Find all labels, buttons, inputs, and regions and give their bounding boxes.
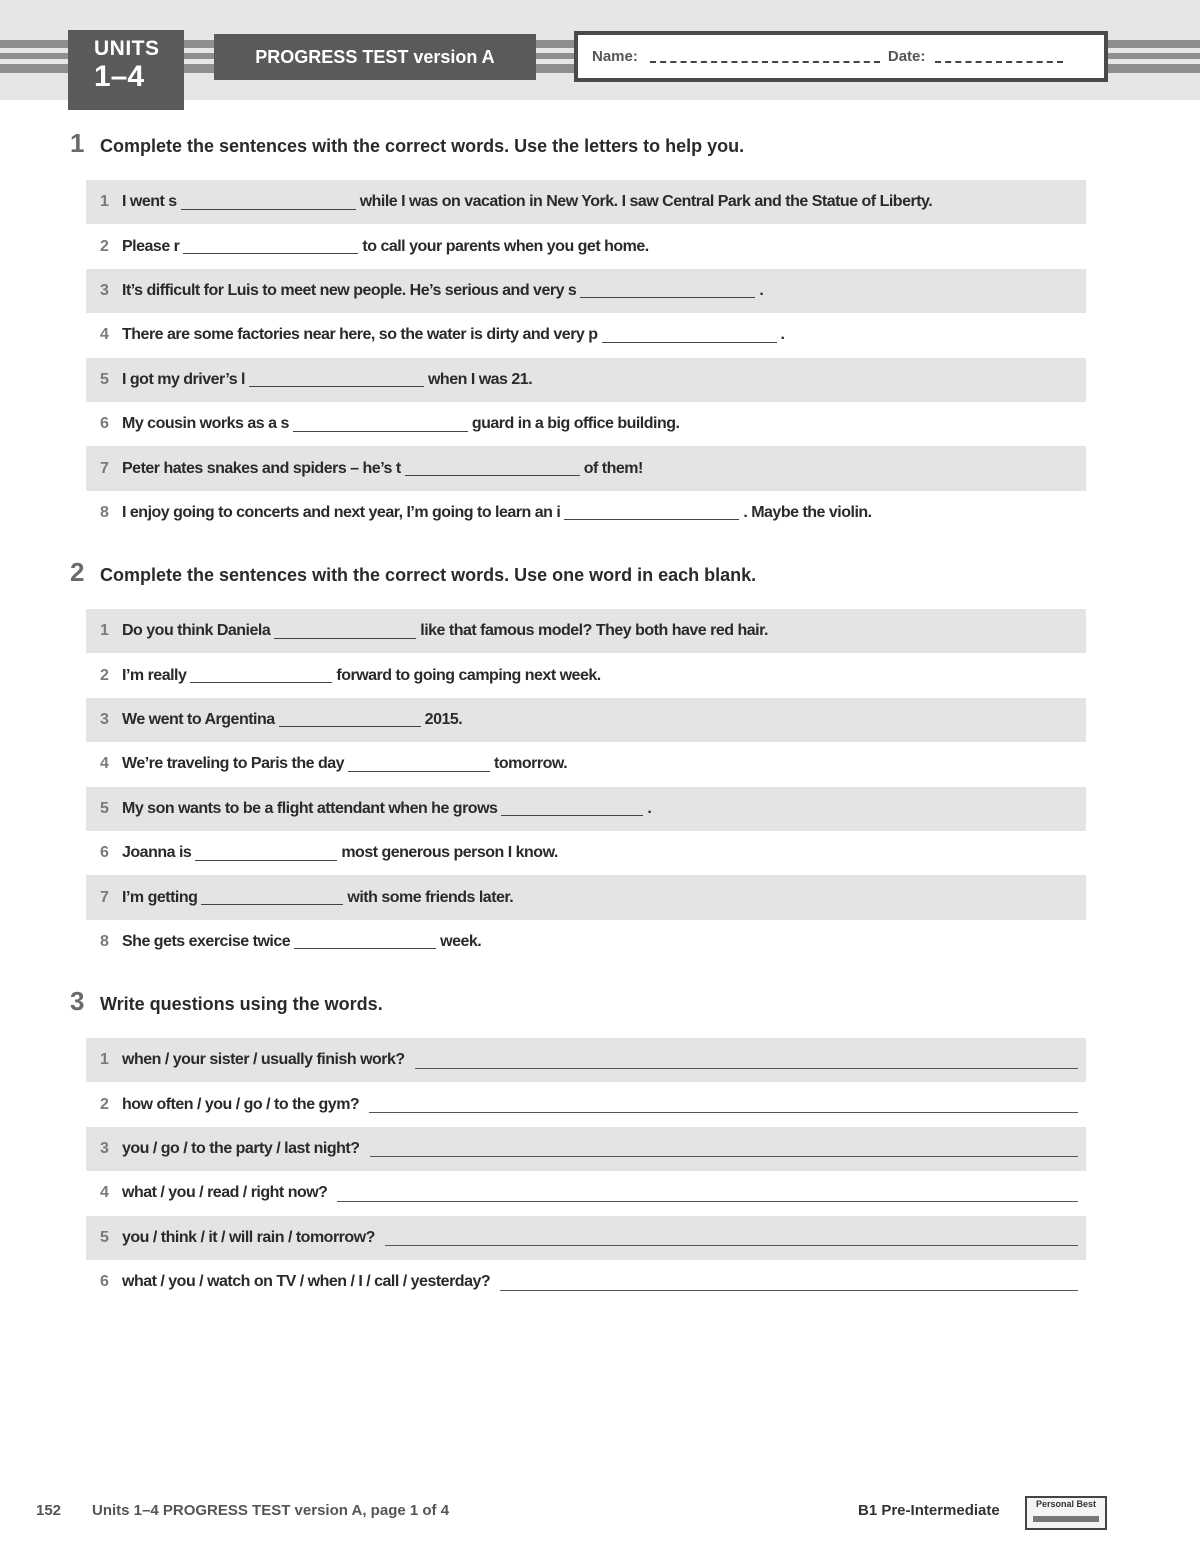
section-instruction: Complete the sentences with the correct words. Use the letters to help you.	[100, 136, 745, 156]
section-number: 3	[70, 986, 85, 1016]
level-label: B1 Pre-Intermediate	[858, 1502, 1000, 1519]
item-text: you / think / it / will rain / tomorrow?	[122, 1228, 375, 1246]
item-number: 5	[100, 799, 109, 817]
answer-line[interactable]	[385, 1229, 1078, 1246]
exercise-item	[86, 358, 1086, 402]
item-number: 1	[100, 622, 109, 640]
answer-blank[interactable]	[195, 846, 337, 861]
name-label: Name:	[592, 48, 638, 65]
item-text: My cousin works as a s	[122, 415, 289, 433]
item-text: She gets exercise twice	[122, 932, 291, 950]
item-text: while I was on vacation in New York. I saw Central Park and the Statue of Liberty.	[359, 193, 933, 211]
answer-line[interactable]	[415, 1052, 1078, 1069]
item-text: to call your parents when you get home.	[362, 237, 649, 255]
answer-blank[interactable]	[293, 417, 468, 432]
item-text: like that famous model? They both have red hair.	[420, 622, 768, 640]
item-text: Peter hates snakes and spiders – he’s t	[122, 459, 401, 477]
exercise-item	[86, 1171, 1086, 1215]
logo-text: Personal Best	[1035, 1499, 1097, 1509]
item-number: 7	[100, 459, 109, 477]
exercise-item	[86, 269, 1086, 313]
item-text: when I was 21.	[427, 370, 533, 388]
answer-blank[interactable]	[249, 372, 424, 387]
exercise-item	[86, 491, 1086, 535]
answer-line[interactable]	[370, 1140, 1079, 1157]
item-number: 2	[100, 1095, 109, 1113]
answer-line[interactable]	[337, 1185, 1078, 1202]
exercise-item	[86, 1216, 1086, 1260]
date-field[interactable]	[935, 51, 1063, 63]
exercise-item	[86, 446, 1086, 490]
section-instruction: Write questions using the words.	[100, 994, 383, 1014]
exercise-item	[86, 920, 1086, 964]
item-text: I went s	[122, 193, 177, 211]
section-heading	[70, 128, 1090, 164]
units-label: UNITS	[94, 37, 160, 60]
item-text: We’re traveling to Paris the day	[122, 755, 345, 773]
section-instruction: Complete the sentences with the correct words. Use one word in each blank.	[100, 565, 757, 585]
item-number: 3	[100, 1139, 109, 1157]
exercise-item	[86, 1038, 1086, 1082]
item-number: 6	[100, 1273, 109, 1291]
answer-blank[interactable]	[602, 328, 777, 343]
item-number: 8	[100, 932, 109, 950]
answer-blank[interactable]	[183, 239, 358, 254]
item-number: 5	[100, 1228, 109, 1246]
item-number: 3	[100, 281, 109, 299]
item-text: what / you / watch on TV / when / I / call / yesterday?	[122, 1273, 491, 1291]
item-number: 2	[100, 237, 109, 255]
item-text: Please r	[122, 237, 180, 255]
exercise-item	[86, 224, 1086, 268]
answer-blank[interactable]	[294, 934, 436, 949]
item-text: Do you think Daniela	[122, 622, 271, 640]
page-number: 152	[36, 1502, 62, 1519]
item-number: 4	[100, 755, 109, 773]
exercise-item	[86, 1082, 1086, 1126]
item-text: Joanna is	[122, 844, 192, 862]
item-text: We went to Argentina	[122, 710, 275, 728]
name-date-box	[574, 31, 1108, 82]
exercise-item	[86, 1260, 1086, 1304]
date-label: Date:	[887, 48, 926, 65]
item-text: you / go / to the party / last night?	[122, 1139, 360, 1157]
units-range: 1–4	[94, 60, 145, 93]
item-text: 2015.	[424, 710, 463, 728]
item-number: 6	[100, 415, 109, 433]
footer-title: Units 1–4 PROGRESS TEST version A, page 1 of 4	[92, 1502, 450, 1519]
exercise-item	[86, 1127, 1086, 1171]
exercise-item	[86, 402, 1086, 446]
item-number: 7	[100, 888, 109, 906]
page-footer	[0, 1496, 1200, 1530]
answer-blank[interactable]	[279, 712, 421, 727]
answer-blank[interactable]	[580, 283, 755, 298]
item-text: .	[759, 281, 764, 299]
item-text: forward to going camping next week.	[336, 666, 601, 684]
item-number: 3	[100, 710, 109, 728]
item-text: . Maybe the violin.	[743, 503, 872, 521]
item-text: with some friends later.	[347, 888, 514, 906]
exercise-item	[86, 313, 1086, 357]
answer-blank[interactable]	[348, 757, 490, 772]
item-text: guard in a big office building.	[471, 415, 680, 433]
section-number: 1	[70, 128, 85, 158]
exercise-item	[86, 653, 1086, 697]
exercise-item	[86, 698, 1086, 742]
item-text: tomorrow.	[494, 755, 568, 773]
exercise-item	[86, 831, 1086, 875]
answer-blank[interactable]	[274, 624, 416, 639]
answer-line[interactable]	[369, 1096, 1078, 1113]
answer-blank[interactable]	[201, 890, 343, 905]
exercise-item	[86, 875, 1086, 919]
item-text: .	[647, 799, 652, 817]
item-text: I’m getting	[122, 888, 198, 906]
units-badge	[68, 30, 184, 110]
item-number: 1	[100, 1051, 109, 1069]
answer-blank[interactable]	[501, 801, 643, 816]
item-text: .	[780, 326, 785, 344]
item-text: There are some factories near here, so the water is dirty and very p	[122, 326, 598, 344]
section-1	[70, 128, 1090, 535]
item-text: week.	[440, 932, 482, 950]
answer-blank[interactable]	[181, 195, 356, 210]
answer-blank[interactable]	[405, 461, 580, 476]
section-2	[70, 557, 1090, 964]
item-text: I’m really	[122, 666, 187, 684]
answer-line[interactable]	[500, 1274, 1078, 1291]
exercise-item	[86, 609, 1086, 653]
section-3	[70, 986, 1090, 1304]
exercise-item	[86, 180, 1086, 224]
item-number: 8	[100, 503, 109, 521]
item-number: 2	[100, 666, 109, 684]
section-heading	[70, 986, 1090, 1022]
item-text: I got my driver’s l	[122, 370, 245, 388]
item-text: of them!	[583, 459, 643, 477]
section-heading	[70, 557, 1090, 593]
item-number: 6	[100, 844, 109, 862]
answer-blank[interactable]	[190, 668, 332, 683]
item-text: what / you / read / right now?	[122, 1184, 328, 1202]
section-number: 2	[70, 557, 85, 587]
item-text: how often / you / go / to the gym?	[122, 1095, 360, 1113]
item-text: I enjoy going to concerts and next year, I’m going to learn an i	[122, 503, 561, 521]
exercise-item	[86, 787, 1086, 831]
item-text: most generous person I know.	[341, 844, 558, 862]
test-title: PROGRESS TEST version A	[214, 34, 536, 80]
logo-bar	[1033, 1516, 1099, 1522]
name-field[interactable]	[650, 51, 880, 63]
publisher-logo	[1025, 1496, 1107, 1530]
item-number: 1	[100, 193, 109, 211]
item-text: It’s difficult for Luis to meet new people. He’s serious and very s	[122, 281, 577, 299]
item-text: My son wants to be a flight attendant when he grows	[122, 799, 498, 817]
item-text: when / your sister / usually finish work?	[122, 1051, 405, 1069]
item-number: 5	[100, 370, 109, 388]
item-number: 4	[100, 326, 109, 344]
exercise-item	[86, 742, 1086, 786]
answer-blank[interactable]	[564, 505, 739, 520]
item-number: 4	[100, 1184, 109, 1202]
